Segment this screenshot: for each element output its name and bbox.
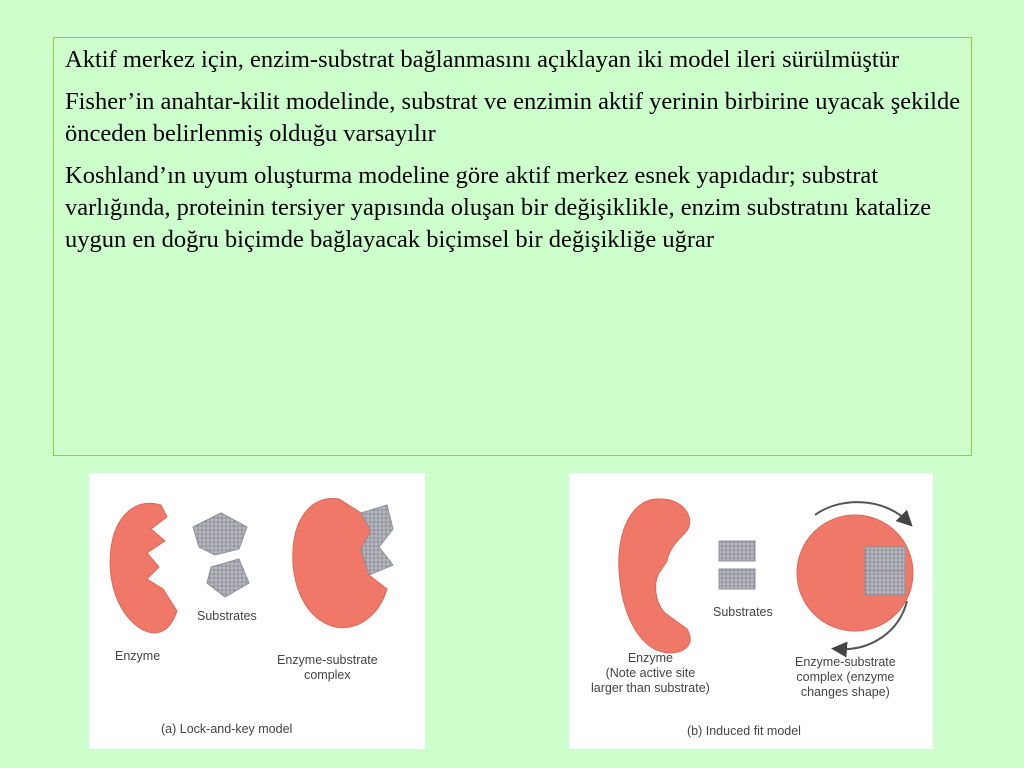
complex-label [277, 653, 378, 683]
paragraph-induced-fit: Koshland’ın uyum oluşturma modeline göre aktif merkez esnek yapıdadır; substrat varlığında, proteinin tersiyer yapısında oluşan bir değişiklikle, enzim substratını katalize uygun en doğru biçimde bağlayacak biçimsel bir değişikliğe uğrar [65, 162, 932, 253]
complex-substrate-shape [865, 547, 905, 571]
complex-label-line1: Enzyme-substrate [795, 655, 896, 669]
paragraph-intro: Aktif merkez için, enzim-substrat bağlanmasını açıklayan iki model ileri sürülmüştür [65, 46, 900, 73]
enzyme-label: Enzyme [115, 649, 161, 663]
complex-label [795, 655, 896, 700]
induced-fit-figure [569, 473, 933, 749]
complex-label-line2: complex [304, 668, 351, 682]
complex-label-line3: changes shape) [800, 685, 890, 699]
complex-label-line1: Enzyme-substrate [277, 653, 378, 667]
complex-substrate-shape [361, 505, 393, 575]
enzyme-label [591, 651, 710, 696]
complex-substrate-shape [865, 571, 905, 595]
complex-label-line2: complex (enzyme [796, 670, 895, 684]
enzyme-shape [619, 499, 690, 653]
substrate-shape [207, 559, 249, 597]
enzyme-shape [110, 503, 177, 633]
enzyme-label-line1: Enzyme [627, 651, 673, 665]
substrate-shape [193, 513, 247, 555]
substrate-shape [719, 541, 755, 561]
lock-and-key-diagram [89, 473, 425, 749]
enzyme-label-line2: (Note active site [605, 666, 696, 680]
figure-caption: (a) Lock-and-key model [161, 722, 293, 736]
enzyme-label-line3: larger than substrate) [591, 681, 710, 695]
text-panel [53, 37, 972, 456]
figure-caption: (b) Induced fit model [687, 724, 801, 738]
paragraph-lock-and-key: Fisher’in anahtar-kilit modelinde, substrat ve enzimin aktif yerinin birbirine uyacak şekilde önceden belirlenmiş olduğu varsayılır [65, 88, 961, 147]
substrates-label: Substrates [713, 605, 773, 619]
substrates-label: Substrates [197, 609, 257, 623]
substrate-shape [719, 569, 755, 589]
lock-and-key-figure [89, 473, 425, 749]
